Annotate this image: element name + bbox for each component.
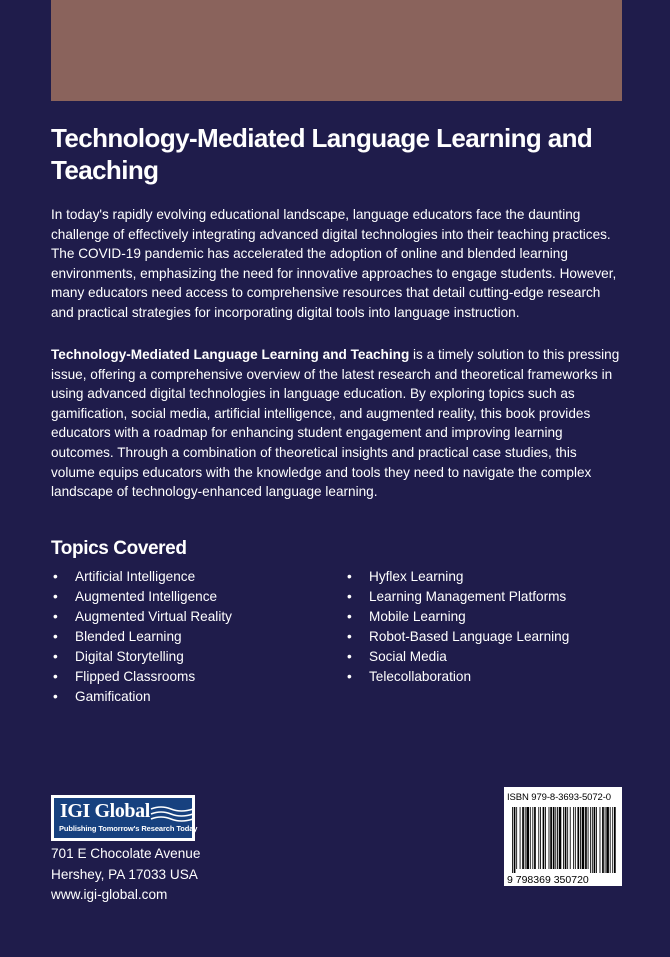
barcode-bar: [606, 807, 609, 873]
book-title: Technology-Mediated Language Learning and Teaching: [51, 123, 593, 185]
logo-tagline: Publishing Tomorrow's Research Today: [59, 824, 198, 833]
igi-global-logo[interactable]: [51, 795, 198, 841]
topic-item: • Learning Management Platforms: [345, 587, 569, 607]
barcode-bar: [588, 807, 589, 869]
barcode-bar: [573, 807, 574, 869]
logo-name: IGI Global: [60, 800, 150, 822]
topics-list-left: [51, 567, 232, 707]
logo-background: [54, 798, 198, 838]
address-street: 701 E Chocolate Avenue: [51, 846, 201, 861]
description-paragraph-2-text: is a timely solution to this pressing issue, offering a comprehensive overview of the latest research and theoretical frameworks in using advanced digital technologies in language education. By exploring topics such as gamification, social media, artificial intelligence, and augmented reality, this book provides educators with a roadmap for enhancing student engagement and improving learning outcomes. Through a combination of theoretical insights and practical case studies, this volume equips educators with the knowledge and tools they need to navigate the complex landscape of technology-enhanced language learning.: [51, 347, 620, 500]
barcode-bar: [602, 807, 604, 873]
barcode-bar: [582, 807, 585, 869]
barcode-bar: [600, 807, 601, 873]
barcode-bar: [543, 807, 545, 869]
isbn-barcode: [504, 787, 622, 886]
barcode-bar: [540, 807, 541, 869]
topic-item: • Hyflex Learning: [345, 567, 569, 587]
barcode-bar: [563, 807, 564, 869]
isbn-label: ISBN 979-8-3693-5072-0: [507, 792, 611, 803]
description-paragraph-1: In today's rapidly evolving educational landscape, language educators face the daunting challenge of effectively integrating advanced digital technologies into their teaching practices. The COVID-19 pandemic has accelerated the adoption of online and blended learning environments, emphasizing the need for innovative approaches to engage students. However, many educators need access to comprehensive resources that detail cutting-edge research and practical strategies for incorporating digital tools into language instruction.: [51, 207, 617, 320]
barcode-bar: [545, 807, 546, 869]
barcode-bar: [567, 807, 568, 869]
barcode-bar: [590, 807, 591, 873]
barcode-bar: [605, 807, 606, 873]
barcode-digits: 9 798369 350720: [507, 874, 589, 886]
barcode-bar: [525, 807, 526, 869]
barcode-bar: [549, 807, 550, 869]
topic-item: • Gamification: [51, 687, 232, 707]
topic-item: • Digital Storytelling: [51, 647, 232, 667]
topics-heading: Topics Covered: [51, 538, 187, 559]
barcode-bar: [555, 807, 556, 869]
cover-image-band: [51, 0, 622, 101]
topics-list-right: [345, 567, 569, 687]
publisher-address: [51, 844, 200, 906]
barcode-bar: [557, 807, 558, 869]
barcode-bar: [596, 807, 597, 873]
topic-item: • Flipped Classrooms: [51, 667, 232, 687]
description-paragraph-2: [51, 345, 623, 502]
barcode-bar: [514, 807, 516, 873]
topic-item: • Mobile Learning: [345, 607, 569, 627]
barcode-bar: [585, 807, 587, 869]
barcode-bar: [580, 807, 581, 869]
barcode-bar: [594, 807, 596, 873]
barcode-bar: [577, 807, 579, 869]
barcode-bar: [612, 807, 613, 873]
topic-item: • Augmented Intelligence: [51, 587, 232, 607]
book-title-inline: Technology-Mediated Language Learning and Teaching: [51, 347, 410, 362]
barcode-bar: [534, 807, 536, 869]
barcode-graphic: [504, 805, 622, 886]
topic-item: • Artificial Intelligence: [51, 567, 232, 587]
barcode-bar: [538, 807, 539, 869]
topic-item: • Social Media: [345, 647, 569, 667]
barcode-bar: [570, 807, 571, 869]
barcode-bar: [520, 807, 521, 869]
barcode-bar: [565, 807, 567, 869]
barcode-bar: [559, 807, 562, 869]
barcode-bar: [530, 807, 531, 869]
barcode-bar: [522, 807, 524, 869]
barcode-bar: [526, 807, 529, 869]
barcode-bar: [610, 807, 611, 873]
barcode-bar: [550, 807, 552, 869]
barcode-bar: [614, 807, 616, 873]
barcode-bar: [532, 807, 533, 869]
barcode-bar: [575, 807, 576, 869]
barcode-bar: [592, 807, 593, 873]
topic-item: • Robot-Based Language Learning: [345, 627, 569, 647]
topic-item: • Telecollaboration: [345, 667, 569, 687]
address-city: Hershey, PA 17033 USA: [51, 866, 198, 882]
barcode-bar: [516, 807, 517, 869]
topic-item: • Augmented Virtual Reality: [51, 607, 232, 627]
barcode-bar: [553, 807, 555, 869]
barcode-bar: [512, 807, 513, 873]
publisher-website[interactable]: www.igi-global.com: [51, 887, 168, 902]
topic-item: • Blended Learning: [51, 627, 232, 647]
waves-icon: [149, 805, 195, 823]
